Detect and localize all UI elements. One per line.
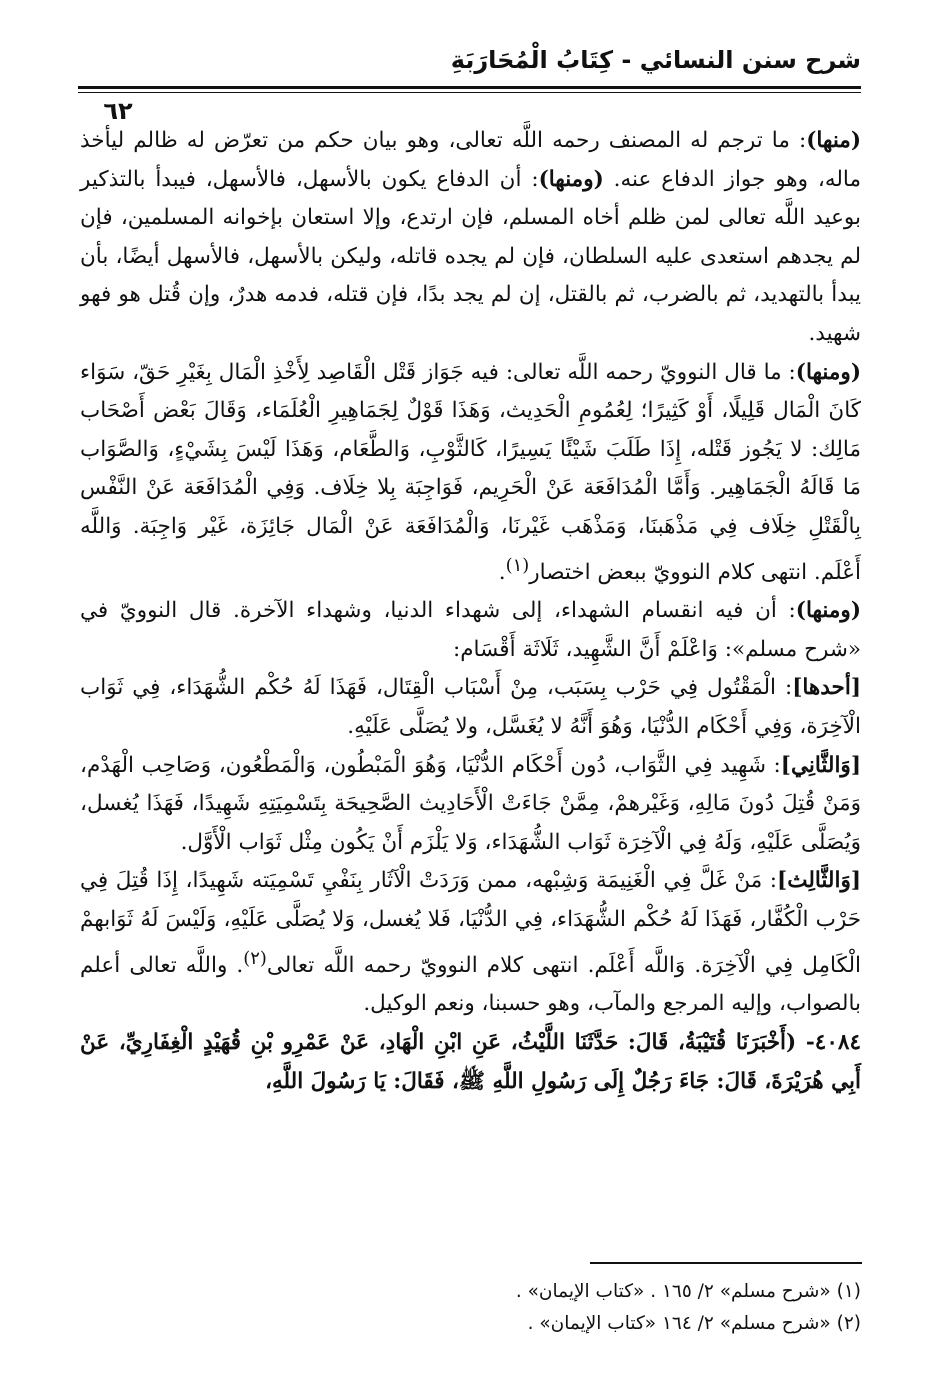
paragraph-4 xyxy=(80,669,861,746)
paragraph-label: (منها) xyxy=(806,128,861,153)
paragraph-text: : شَهِيد فِي الثَّوَاب، دُون أَحْكَام الدُّنْيَا، وَهُوَ الْمَبْطُون، وَالْمَطْعُون، وَصَاحِب الْهَدْم، وَمَنْ قُتِلَ دُونَ مَالِهِ، وَغَيْرهمْ، مِمَّنْ جَاءَتْ الْأَحَادِيث الصَّحِيحَة بِتَسْمِيَتِهِ شَهِيدًا، فَهَذَا يُغسل، وَيُصَلَّى عَلَيْهِ، وَلَهُ فِي الْآخِرَة ثَوَاب الشُّهَدَاء، وَلا يَلْزَم أَنْ يَكُون مِثْل ثَوَاب الْأَوَّل. xyxy=(80,752,861,855)
paragraph-5 xyxy=(80,747,861,863)
paragraph-label: (ومنها) xyxy=(795,598,861,624)
paragraph-text: : مَنْ غَلَّ فِي الْغَنِيمَة وَشِبْهه، ممن وَرَدَتْ الْآثَار بِنَفْيِ تَسْمِيَته شَهِيدًا، إِذَا قُتِلَ فِي حَرْب الْكُفَّار، فَهَذَا لَهُ حُكْم الشُّهَدَاء، فِي الدُّنْيَا، فَلا يُغسل، وَلا يُصَلَّى عَلَيْهِ، وَلَيْسَ لَهُ ثَوَابهمْ الْكَامِل فِي الْآخِرَة. وَاللَّه أَعْلَم. انتهى كلام النوويّ رحمه اللَّه تعالى xyxy=(80,868,861,978)
page-header xyxy=(78,44,861,125)
paragraph-text: : ما قال النوويّ رحمه اللَّه تعالى: فيه جَوَاز قَتْل الْقَاصِد لِأَخْذِ الْمَال بِغَيْرِ حَقّ، سَوَاء كَانَ الْمَال قَلِيلًا، أَوْ كَثِيرًا؛ لِعُمُومِ الْحَدِيث، وَهَذَا قَوْلٌ لِجَمَاهِيرِ الْعُلَمَاء، وَقَالَ بَعْض أَصْحَاب مَالِك: لا يَجُوز قَتْله، إِذَا طَلَبَ شَيْئًا يَسِيرًا، كَالثَّوْبِ، وَالطَّعَام، وَهَذَا لَيْسَ بِشَيْءٍ، وَالصَّوَاب مَا قَالَهُ الْجَمَاهِير. وَأَمَّا الْمُدَافَعَة عَنْ الْحَرِيم، فَوَاجِبَة بِلا خِلَاف. وَفِي الْمُدَافَعَة عَنْ النَّفْس بِالْقَتْلِ خِلَاف فِي مَذْهَبنَا، وَمَذْهَب غَيْرنَا، وَالْمُدَافَعَة عَنْ الْمَال جَائِزَة، غَيْر وَاجِبَة. وَاللَّه أَعْلَم. انتهى كلام النوويّ ببعض اختصار xyxy=(80,359,861,585)
paragraph-6 xyxy=(80,862,861,1024)
header-rule-thin xyxy=(78,92,861,93)
paragraph-label: (ومنها) xyxy=(538,166,604,192)
paragraph-text: : الْمَقْتُول فِي حَرْب بِسَبَب، مِنْ أَسْبَاب الْقِتَال، فَهَذَا لَهُ حُكْم الشُّهَدَاء، فِي ثَوَاب الْآخِرَة، وَفِي أَحْكَام الدُّنْيَا، وَهُوَ أَنَّهُ لا يُغَسَّل، ولا يُصَلَّى عَلَيْهِ. xyxy=(80,675,861,740)
paragraph-1 xyxy=(80,122,861,354)
hadith-paragraph xyxy=(80,1024,861,1101)
paragraph-label: [وَالثَّالِث] xyxy=(777,868,861,894)
paragraph-3 xyxy=(80,592,861,669)
footnote-separator xyxy=(590,1262,862,1264)
footnote-ref: (٢) xyxy=(243,947,267,969)
main-text xyxy=(80,122,861,1101)
paragraph-text: . واللَّه تعالى أعلم بالصواب، وإليه المرجع والمآب، وهو حسبنا، ونعم الوكيل. xyxy=(80,952,861,1017)
footnote-2: (٢) «شرح مسلم» ٢/ ١٦٤ «كتاب الإيمان» . xyxy=(527,1313,861,1334)
paragraph-text: : أن الدفاع يكون بالأسهل، فالأسهل، فيبدأ بالتذكير بوعيد اللَّه تعالى لمن ظلم أخاه المسلم، فإن ارتدع، وإلا استعان بإخوانه المسلمين، فإن لم يجدهم استعدى عليه السلطان، فإن لم يجده قاتله، وليكن بالأسهل، فالأسهل أيضًا، بأن يبدأ بالتهديد، ثم بالضرب، ثم بالقتل، إن لم يجد بدًا، فإن قتله، فدمه هدرٌ، وإن قُتل هو فهو شهيد. xyxy=(80,166,861,346)
footnote-ref: (١) xyxy=(505,554,530,576)
running-title: شرح سنن النسائي - كِتَابُ الْمُحَارَبَةِ xyxy=(450,46,861,74)
hadith-text: (أَخْبَرَنَا قُتَيْبَةُ، قَالَ: حَدَّثَنَا اللَّيْثُ، عَنِ ابْنِ الْهَادِ، عَنْ عَمْرِو بْنِ قُهَيْدٍ الْغِفَارِيِّ، عَنْ أَبِي هُرَيْرَةَ، قَالَ: جَاءَ رَجُلٌ إِلَى رَسُولِ اللَّهِ ﷺ، فَقَالَ: يَا رَسُولَ اللَّهِ، xyxy=(80,1029,861,1094)
paragraph-label: [وَالثَّانِي] xyxy=(780,752,861,778)
paragraph-label: (ومنها) xyxy=(795,359,861,385)
paragraph-label: [أحدها] xyxy=(792,675,861,701)
footnotes xyxy=(80,1276,861,1340)
hadith-number: ٤٠٨٤- xyxy=(805,1029,861,1055)
header-rule-thick xyxy=(78,86,861,89)
footnote-1: (١) «شرح مسلم» ٢/ ١٦٥ . «كتاب الإيمان» . xyxy=(515,1281,861,1302)
paragraph-2 xyxy=(80,354,861,593)
paragraph-text: : أن فيه انقسام الشهداء، إلى شهداء الدنيا، وشهداء الآخرة. قال النوويّ في «شرح مسلم»: وَاعْلَمْ أَنَّ الشَّهِيد، ثَلَاثَة أَقْسَام: xyxy=(80,598,861,662)
page-number: ٦٢ xyxy=(78,93,158,129)
paragraph-text: . xyxy=(498,559,506,585)
paragraph-text: : ما ترجم له المصنف رحمه اللَّه تعالى، وهو بيان حكم من تعرّض له ظالم ليأخذ ماله، وهو جواز الدفاع عنه. xyxy=(80,128,861,192)
